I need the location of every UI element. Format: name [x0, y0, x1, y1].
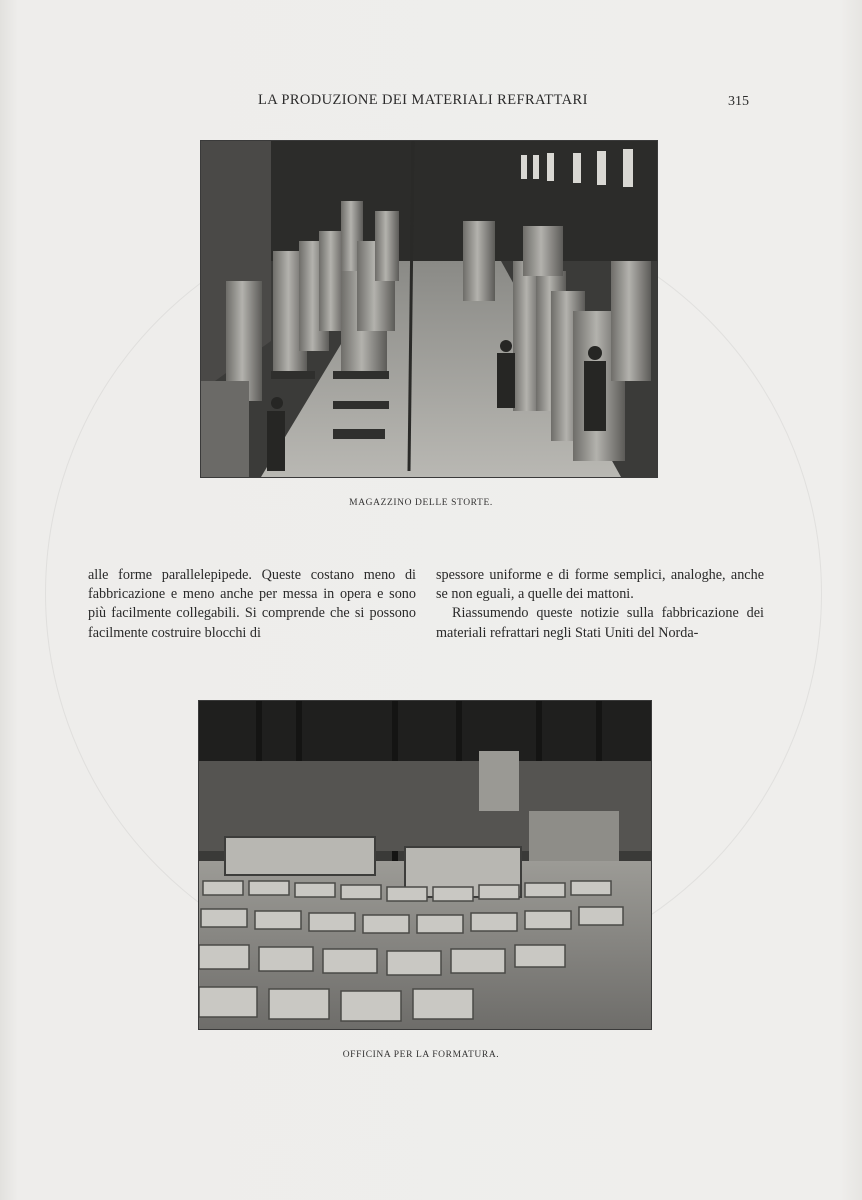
caption-bottom: OFFICINA PER LA FORMATURA.	[342, 1050, 500, 1060]
paragraph-left: alle forme parallelepipede. Queste costano meno di fabbricazione e meno anche per messa in opera e sono più facilmente collegabili. Si comprende che si possono facilmente costruire blocchi di	[88, 567, 416, 641]
paragraph-right-2: Riassumendo queste notizie sulla fabbricazione dei materiali refrattari negli Stati Uniti del Norda-	[436, 605, 764, 641]
photo-retort-warehouse	[200, 140, 658, 478]
photo-moulding-workshop	[198, 700, 652, 1030]
workshop-illustration	[199, 701, 651, 1029]
warehouse-illustration	[201, 141, 657, 477]
running-title: LA PRODUZIONE DEI MATERIALI REFRATTARI	[258, 92, 588, 108]
paragraph-right-1: spessore uniforme e di forme semplici, analoghe, anche se non eguali, a quelle dei mattoni.	[436, 567, 764, 603]
page-number: 315	[728, 94, 749, 109]
text-column-right	[436, 566, 764, 643]
caption-top: MAGAZZINO DELLE STORTE.	[349, 498, 493, 508]
text-column-left	[88, 566, 416, 643]
